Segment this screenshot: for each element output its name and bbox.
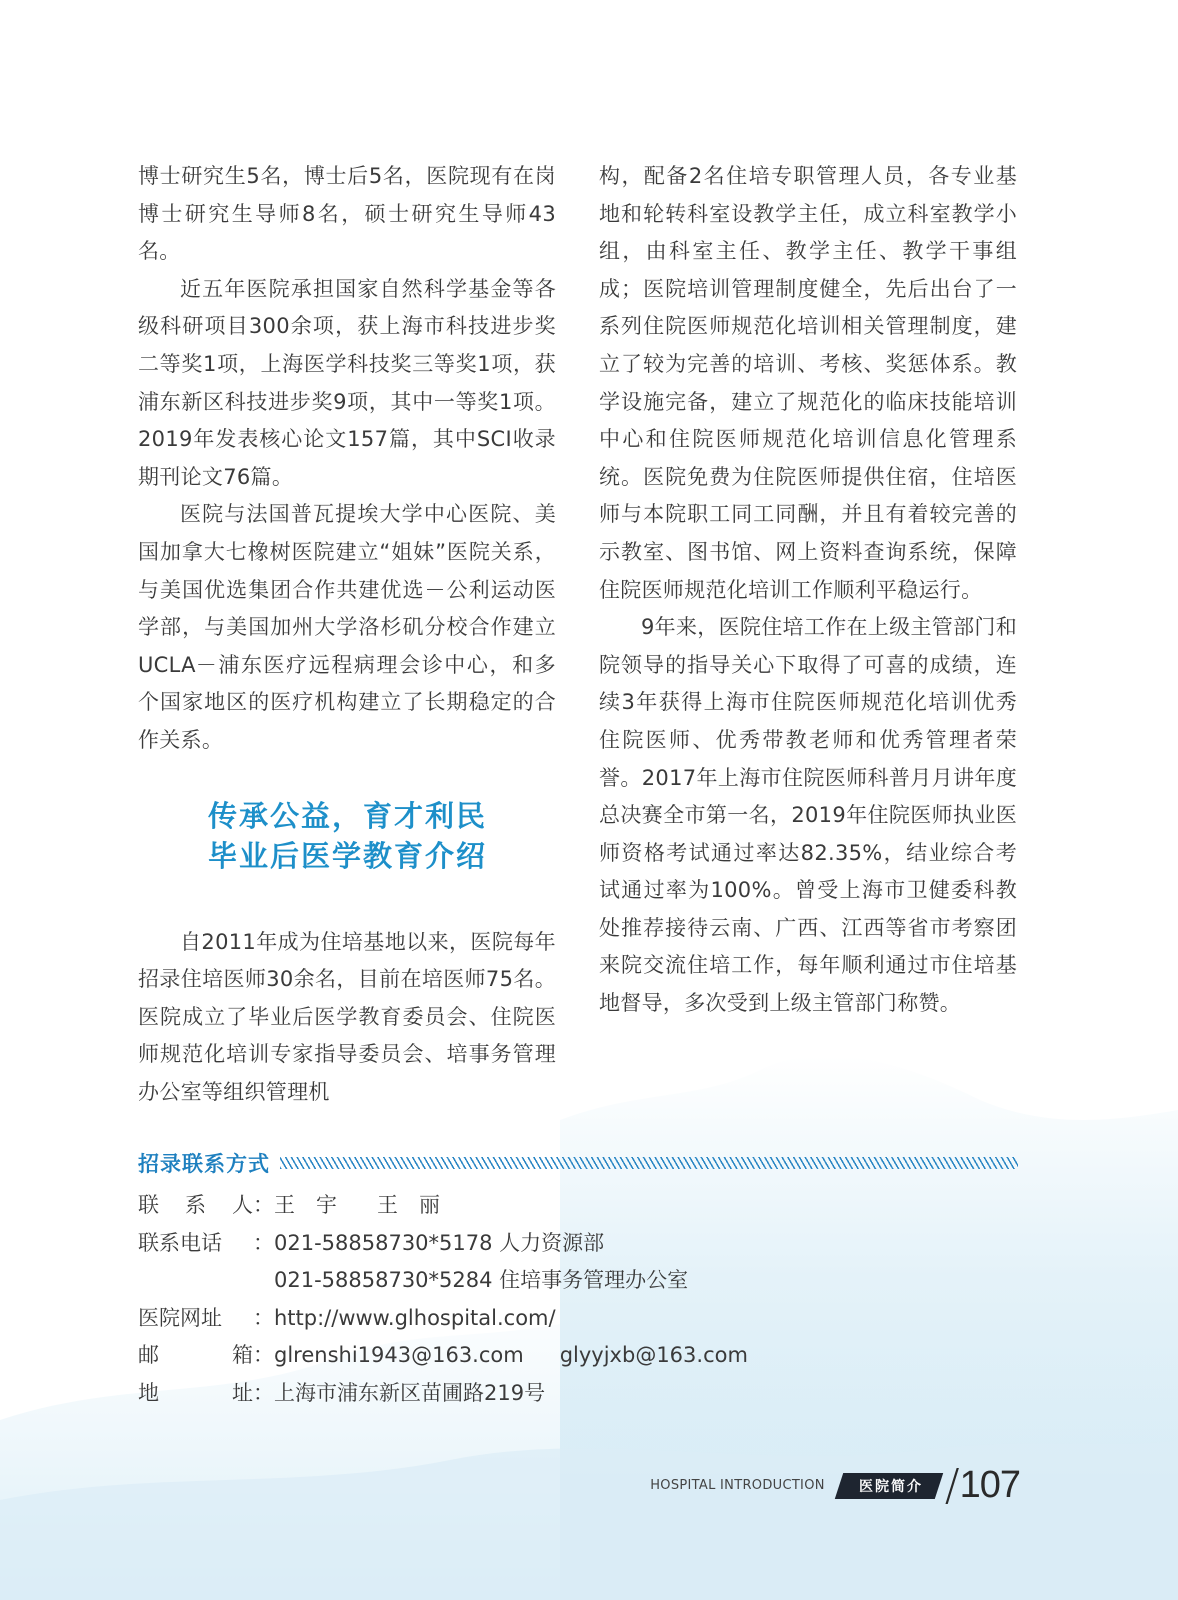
address-row <box>138 1375 1018 1413</box>
email-row: 邮 箱 ：glrenshi1943@163.com glyyjxb@163.com <box>138 1337 1018 1375</box>
contact-name-2: 王 丽 <box>377 1193 440 1217</box>
contact-section <box>138 1145 1018 1412</box>
website-row <box>138 1300 1018 1338</box>
contact-title: 招录联系方式 <box>138 1152 270 1176</box>
website-label: 医院网址 <box>138 1305 222 1330</box>
email-link-1[interactable]: glrenshi1943@163.com <box>274 1343 524 1367</box>
address-label: 地 址 <box>138 1380 253 1405</box>
left-paragraph-4: 自2011年成为住培基地以来，医院每年招录住培医师30余名，目前在培医师75名。医院成立了毕业后医学教育委员会、住院医师规范化培训专家指导委员会、培事务管理办公室等组织管理机 <box>138 929 556 1104</box>
right-paragraph-1: 构，配备2名住培专职管理人员，各专业基地和轮转科室设教学主任，成立科室教学小组，由科室主任、教学主任、教学干事组成；医院培训管理制度健全，先后出台了一系列住院医师规范化培训相关管理制度，建立了较为完善的培训、考核、奖惩体系。教学设施完备，建立了规范化的临床技能培训中心和住院医师规范化培训信息化管理系统。医院免费为住院医师提供住宿，住培医师与本院职工同工同酬，并且有着较完善的示教室、图书馆、网上资料查询系统，保障住院医师规范化培训工作顺利平稳运行。 <box>599 164 1017 602</box>
phone-row-2 <box>138 1262 1018 1300</box>
section-heading-line-1: 传承公益，育才利民 <box>208 798 488 833</box>
phone-row <box>138 1225 1018 1263</box>
left-paragraph-2: 近五年医院承担国家自然科学基金等各级科研项目300余项，获上海市科技进步奖二等奖1项，上海医学科技奖三等奖1项，获浦东新区科技进步奖9项，其中一等奖1项。2019年发表核心论文157篇，其中SCI收录期刊论文76篇。 <box>138 276 556 489</box>
phone-value-2: 021-58858730*5284 住培事务管理办公室 <box>274 1268 689 1292</box>
left-paragraph-3: 医院与法国普瓦提埃大学中心医院、美国加拿大七橡树医院建立“姐妹”医院关系，与美国优选集团合作共建优选－公利运动医学部，与美国加州大学洛杉矶分校合作建立UCLA－浦东医疗远程病理会诊中心，和多个国家地区的医疗机构建立了长期稳定的合作关系。 <box>138 502 556 752</box>
contact-name-1: 王 宇 <box>274 1193 337 1217</box>
email-link-2[interactable]: glyyjxb@163.com <box>559 1343 748 1367</box>
footer-slash: / <box>944 1460 960 1511</box>
phone-label: 联系电话 <box>138 1230 222 1255</box>
website-link[interactable]: ：http://www.glhospital.com/ <box>253 1305 556 1330</box>
contact-person-value: ：王 宇 王 丽 <box>253 1193 440 1217</box>
hatch-divider <box>280 1157 1018 1169</box>
footer-english-label: HOSPITAL INTRODUCTION <box>650 1478 825 1493</box>
left-column <box>138 158 556 1111</box>
email-label: 邮 箱 <box>138 1343 253 1367</box>
section-heading-line-2: 毕业后医学教育介绍 <box>208 838 488 873</box>
contact-person-label: 联 系 人 <box>138 1193 253 1217</box>
page-number: 107 <box>959 1464 1020 1506</box>
footer-section-badge: 医院简介 <box>835 1473 943 1499</box>
address-value: ：上海市浦东新区苗圃路219号 <box>253 1380 546 1405</box>
phone-value-1: ：021-58858730*5178 人力资源部 <box>253 1230 605 1255</box>
contact-person-row <box>138 1187 1018 1225</box>
section-heading <box>208 796 556 876</box>
left-paragraph-1: 博士研究生5名，博士后5名，医院现有在岗博士研究生导师8名，硕士研究生导师43名。 <box>138 164 556 264</box>
right-paragraph-2: 9年来，医院住培工作在上级主管部门和院领导的指导关心下取得了可喜的成绩，连续3年获得上海市住院医师规范化培训优秀住院医师、优秀带教老师和优秀管理者荣誉。2017年上海市住院医师科普月月讲年度总决赛全市第一名，2019年住院医师执业医师资格考试通过率达82.35%，结业综合考试通过率为100%。曾受上海市卫健委科教处推荐接待云南、广西、江西等省市考察团来院交流住培工作，每年顺利通过市住培基地督导，多次受到上级主管部门称赞。 <box>599 615 1017 1016</box>
contact-header <box>138 1145 1018 1181</box>
right-column <box>599 158 1017 1023</box>
page-footer <box>650 1460 1020 1511</box>
